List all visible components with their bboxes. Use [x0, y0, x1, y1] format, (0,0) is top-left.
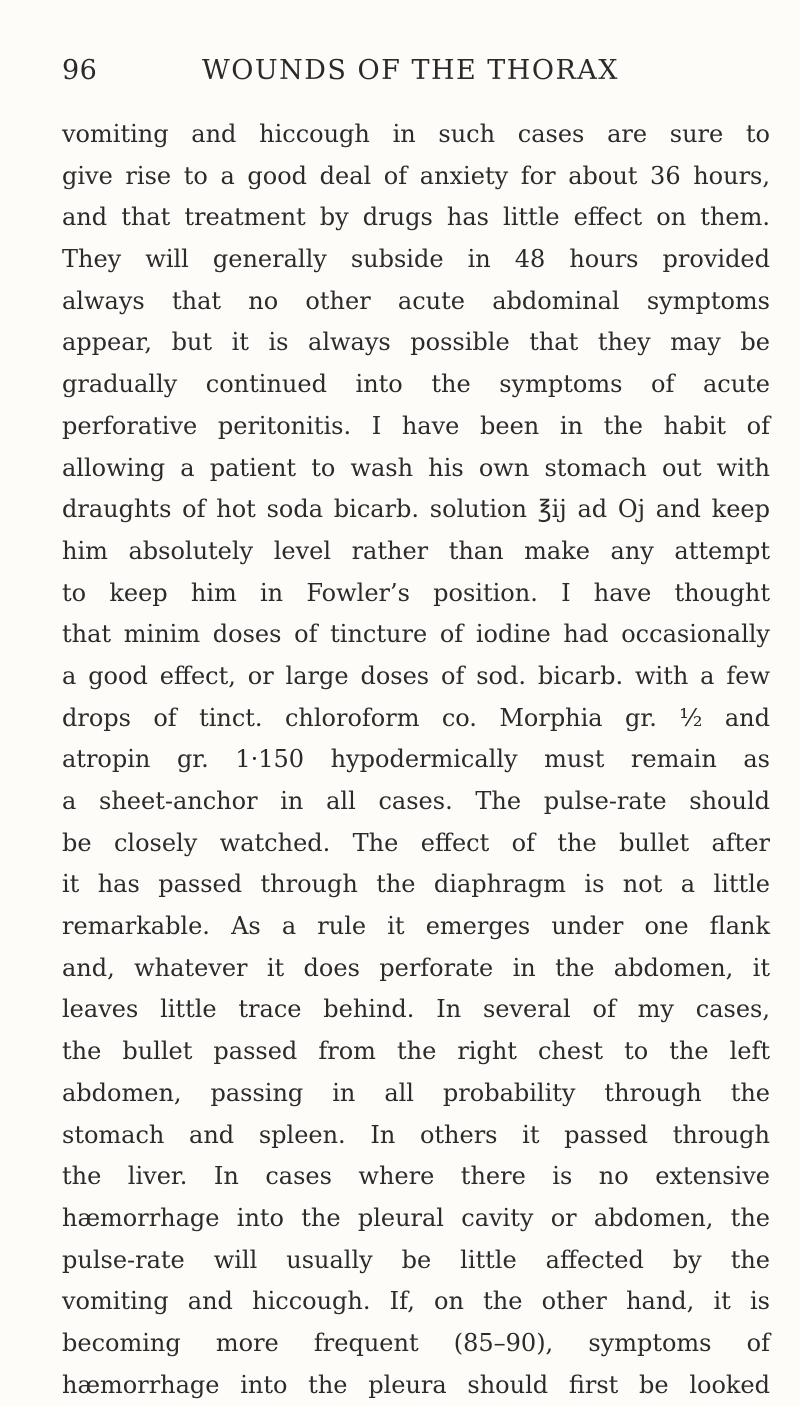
text-line: becoming more frequent (85–90), symptoms of	[62, 1328, 770, 1357]
text-line: allowing a patient to wash his own stomach out with	[62, 453, 770, 482]
text-line: gradually continued into the symptoms of acute	[62, 370, 770, 399]
text-line: the liver. In cases where there is no extensive	[62, 1162, 770, 1191]
text-line: a good effect, or large doses of sod. bicarb. with a few	[62, 661, 770, 690]
page-number: 96	[62, 55, 98, 86]
text-line: drops of tinct. chloroform co. Morphia gr. ½ and	[62, 703, 770, 732]
text-line: abdomen, passing in all probability through the	[62, 1078, 770, 1107]
text-line: perforative peritonitis. I have been in the habit of	[62, 411, 770, 440]
body-text	[62, 114, 770, 1406]
text-line: give rise to a good deal of anxiety for about 36 hours,	[62, 161, 770, 190]
text-line: vomiting and hiccough. If, on the other hand, it is	[62, 1287, 770, 1316]
text-line: appear, but it is always possible that they may be	[62, 328, 770, 357]
text-line: leaves little trace behind. In several of my cases,	[62, 995, 770, 1024]
text-line: and, whatever it does perforate in the abdomen, it	[62, 953, 770, 982]
text-line: that minim doses of tincture of iodine had occasionally	[62, 620, 770, 649]
text-line: hæmorrhage into the pleural cavity or abdomen, the	[62, 1203, 770, 1232]
text-line: They will generally subside in 48 hours provided	[62, 245, 770, 274]
text-line: draughts of hot soda bicarb. solution ℥ij ad Oj and keep	[62, 495, 770, 524]
text-line: vomiting and hiccough in such cases are sure to	[62, 120, 770, 148]
text-line: to keep him in Fowler’s position. I have thought	[62, 578, 770, 607]
text-line: pulse-rate will usually be little affected by the	[62, 1245, 770, 1274]
text-line: the bullet passed from the right chest to the left	[62, 1037, 770, 1066]
text-line: him absolutely level rather than make any attempt	[62, 536, 770, 565]
text-line: always that no other acute abdominal symptoms	[62, 286, 770, 315]
text-line: stomach and spleen. In others it passed through	[62, 1120, 770, 1149]
text-line: and that treatment by drugs has little effect on them.	[62, 203, 770, 232]
text-line: a sheet-anchor in all cases. The pulse-rate should	[62, 787, 770, 815]
text-line: atropin gr. 1·150 hypodermically must remain as	[62, 745, 770, 774]
page-header	[62, 55, 762, 95]
text-line: be closely watched. The effect of the bullet after	[62, 828, 770, 857]
running-head: WOUNDS OF THE THORAX	[202, 55, 620, 86]
text-line: hæmorrhage into the pleura should first be looked	[62, 1370, 770, 1399]
text-line: it has passed through the diaphragm is not a little	[62, 870, 770, 899]
text-line: remarkable. As a rule it emerges under one flank	[62, 912, 770, 941]
